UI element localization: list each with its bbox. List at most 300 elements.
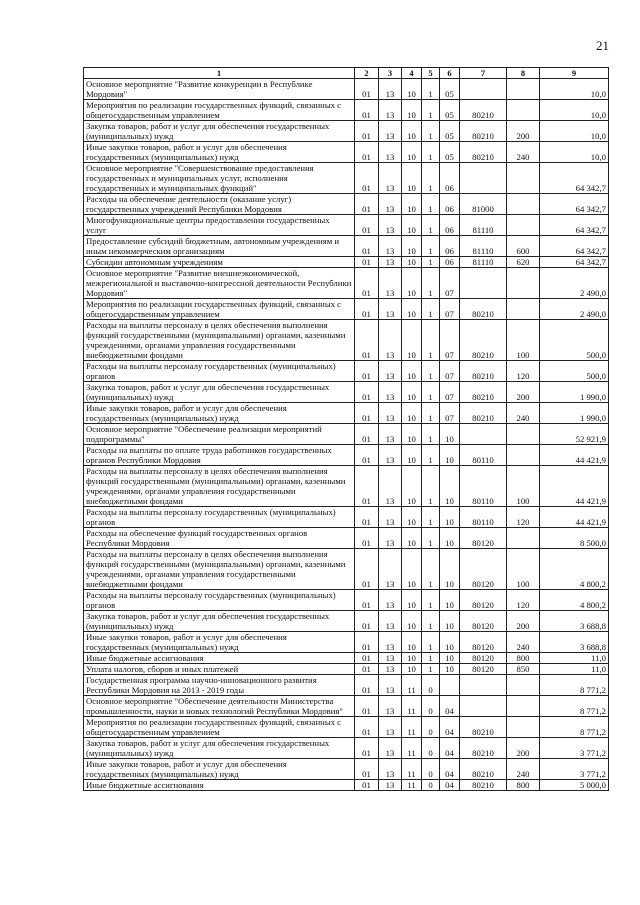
budget-table (83, 67, 609, 791)
column-header: 6 (440, 68, 460, 79)
program-code: 10 (402, 403, 422, 424)
section-code: 01 (355, 675, 379, 696)
section-code: 01 (355, 361, 379, 382)
event-code: 06 (440, 215, 460, 236)
subprogram-code: 1 (422, 382, 440, 403)
amount: 44 421,9 (540, 466, 609, 507)
row-name: Иные закупки товаров, работ и услуг для обеспечения государственных (муниципальных) нужд (84, 142, 355, 163)
section-code: 01 (355, 611, 379, 632)
subprogram-code: 0 (422, 780, 440, 791)
event-code: 04 (440, 696, 460, 717)
program-code: 10 (402, 163, 422, 194)
section-code: 01 (355, 780, 379, 791)
amount: 2 490,0 (540, 268, 609, 299)
section-code: 01 (355, 507, 379, 528)
expense-type-code: 850 (507, 664, 540, 675)
subprogram-code: 1 (422, 194, 440, 215)
event-code: 10 (440, 664, 460, 675)
section-code: 01 (355, 215, 379, 236)
row-name: Расходы на выплаты персоналу государственных (муниципальных) органов (84, 590, 355, 611)
expense-type-code: 600 (507, 236, 540, 257)
row-name: Мероприятия по реализации государственных функций, связанных с общегосударственным управлением (84, 100, 355, 121)
table-row (84, 611, 609, 632)
event-code: 10 (440, 528, 460, 549)
row-name: Мероприятия по реализации государственных функций, связанных с общегосударственным управлением (84, 717, 355, 738)
direction-code: 80210 (460, 780, 507, 791)
amount: 11,0 (540, 664, 609, 675)
program-code: 10 (402, 664, 422, 675)
expense-type-code: 120 (507, 590, 540, 611)
section-code: 01 (355, 717, 379, 738)
program-code: 10 (402, 632, 422, 653)
table-row (84, 466, 609, 507)
amount: 3 771,2 (540, 738, 609, 759)
section-code: 01 (355, 257, 379, 268)
event-code: 10 (440, 445, 460, 466)
event-code: 04 (440, 717, 460, 738)
row-name: Иные закупки товаров, работ и услуг для обеспечения государственных (муниципальных) нужд (84, 632, 355, 653)
subsection-code: 13 (379, 653, 402, 664)
subsection-code: 13 (379, 696, 402, 717)
subprogram-code: 1 (422, 653, 440, 664)
expense-type-code: 800 (507, 780, 540, 791)
expense-type-code: 200 (507, 738, 540, 759)
amount: 500,0 (540, 320, 609, 361)
subsection-code: 13 (379, 611, 402, 632)
direction-code: 80210 (460, 403, 507, 424)
subsection-code: 13 (379, 632, 402, 653)
program-code: 11 (402, 696, 422, 717)
section-code: 01 (355, 549, 379, 590)
amount: 3 688,8 (540, 632, 609, 653)
direction-code: 80210 (460, 361, 507, 382)
direction-code: 80210 (460, 738, 507, 759)
subprogram-code: 1 (422, 466, 440, 507)
program-code: 10 (402, 445, 422, 466)
program-code: 10 (402, 590, 422, 611)
event-code: 05 (440, 79, 460, 100)
subprogram-code: 0 (422, 696, 440, 717)
subsection-code: 13 (379, 268, 402, 299)
subprogram-code: 1 (422, 611, 440, 632)
row-name: Иные бюджетные ассигнования (84, 653, 355, 664)
table-row (84, 696, 609, 717)
table-row (84, 424, 609, 445)
page-number: 21 (596, 38, 609, 53)
event-code: 10 (440, 653, 460, 664)
section-code: 01 (355, 632, 379, 653)
expense-type-code (507, 100, 540, 121)
column-header: 8 (507, 68, 540, 79)
event-code: 06 (440, 194, 460, 215)
subprogram-code: 1 (422, 299, 440, 320)
amount: 11,0 (540, 653, 609, 664)
table-row (84, 590, 609, 611)
subprogram-code: 1 (422, 320, 440, 361)
row-name: Расходы на выплаты персоналу в целях обеспечения выполнения функций государственными (муниципальными) органами, казенными учреждениями, органами управления государственными внебюджетными фондами (84, 320, 355, 361)
table-row (84, 215, 609, 236)
row-name: Закупка товаров, работ и услуг для обеспечения государственных (муниципальных) нужд (84, 382, 355, 403)
table-row (84, 664, 609, 675)
amount: 3 771,2 (540, 759, 609, 780)
subprogram-code: 1 (422, 215, 440, 236)
column-header: 9 (540, 68, 609, 79)
subsection-code: 13 (379, 664, 402, 675)
column-header: 4 (402, 68, 422, 79)
table-row (84, 445, 609, 466)
amount: 5 000,0 (540, 780, 609, 791)
event-code (440, 675, 460, 696)
row-name: Закупка товаров, работ и услуг для обеспечения государственных (муниципальных) нужд (84, 121, 355, 142)
event-code: 04 (440, 780, 460, 791)
program-code: 10 (402, 528, 422, 549)
table-row (84, 549, 609, 590)
direction-code: 80210 (460, 142, 507, 163)
subsection-code: 13 (379, 759, 402, 780)
table-row (84, 507, 609, 528)
program-code: 10 (402, 79, 422, 100)
direction-code (460, 675, 507, 696)
section-code: 01 (355, 738, 379, 759)
event-code: 05 (440, 121, 460, 142)
subsection-code: 13 (379, 142, 402, 163)
subprogram-code: 1 (422, 424, 440, 445)
direction-code: 80110 (460, 466, 507, 507)
row-name: Расходы на выплаты по оплате труда работников государственных органов Республики Мордовия (84, 445, 355, 466)
direction-code: 80120 (460, 611, 507, 632)
program-code: 11 (402, 738, 422, 759)
direction-code: 80210 (460, 121, 507, 142)
expense-type-code: 200 (507, 121, 540, 142)
program-code: 10 (402, 236, 422, 257)
program-code: 10 (402, 257, 422, 268)
amount: 8 771,2 (540, 696, 609, 717)
expense-type-code (507, 215, 540, 236)
column-header: 3 (379, 68, 402, 79)
direction-code: 80210 (460, 717, 507, 738)
direction-code: 81110 (460, 215, 507, 236)
row-name: Основное мероприятие "Развитие конкуренции в Республике Мордовия" (84, 79, 355, 100)
direction-code: 80120 (460, 664, 507, 675)
direction-code: 80210 (460, 299, 507, 320)
subprogram-code: 1 (422, 100, 440, 121)
section-code: 01 (355, 100, 379, 121)
subsection-code: 13 (379, 445, 402, 466)
row-name: Уплата налогов, сборов и иных платежей (84, 664, 355, 675)
expense-type-code (507, 424, 540, 445)
section-code: 01 (355, 664, 379, 675)
table-row (84, 738, 609, 759)
event-code: 10 (440, 424, 460, 445)
amount: 8 771,2 (540, 717, 609, 738)
direction-code: 80110 (460, 445, 507, 466)
subsection-code: 13 (379, 361, 402, 382)
subprogram-code: 1 (422, 528, 440, 549)
column-header: 5 (422, 68, 440, 79)
table-row (84, 163, 609, 194)
event-code: 10 (440, 611, 460, 632)
subsection-code: 13 (379, 590, 402, 611)
subsection-code: 13 (379, 466, 402, 507)
program-code: 10 (402, 268, 422, 299)
subprogram-code: 0 (422, 738, 440, 759)
subsection-code: 13 (379, 528, 402, 549)
row-name: Иные бюджетные ассигнования (84, 780, 355, 791)
subprogram-code: 1 (422, 664, 440, 675)
direction-code: 81110 (460, 257, 507, 268)
section-code: 01 (355, 528, 379, 549)
subprogram-code: 1 (422, 121, 440, 142)
subprogram-code: 1 (422, 142, 440, 163)
table-row (84, 403, 609, 424)
amount: 10,0 (540, 121, 609, 142)
amount: 64 342,7 (540, 163, 609, 194)
event-code: 06 (440, 257, 460, 268)
event-code: 07 (440, 382, 460, 403)
event-code: 06 (440, 163, 460, 194)
program-code: 10 (402, 507, 422, 528)
program-code: 10 (402, 299, 422, 320)
row-name: Расходы на выплаты персоналу в целях обеспечения выполнения функций государственными (муниципальными) органами, казенными учреждениями, органами управления государственными внебюджетными фондами (84, 549, 355, 590)
direction-code (460, 79, 507, 100)
subprogram-code: 1 (422, 268, 440, 299)
event-code: 07 (440, 299, 460, 320)
amount: 10,0 (540, 100, 609, 121)
section-code: 01 (355, 163, 379, 194)
row-name: Расходы на выплаты персоналу государственных (муниципальных) органов (84, 361, 355, 382)
direction-code: 80210 (460, 382, 507, 403)
table-row (84, 79, 609, 100)
subprogram-code: 1 (422, 403, 440, 424)
program-code: 10 (402, 611, 422, 632)
program-code: 10 (402, 424, 422, 445)
event-code: 07 (440, 361, 460, 382)
expense-type-code (507, 528, 540, 549)
section-code: 01 (355, 142, 379, 163)
subprogram-code: 1 (422, 549, 440, 590)
program-code: 10 (402, 466, 422, 507)
amount: 8 771,2 (540, 675, 609, 696)
column-header: 7 (460, 68, 507, 79)
program-code: 10 (402, 194, 422, 215)
subsection-code: 13 (379, 382, 402, 403)
subsection-code: 13 (379, 549, 402, 590)
section-code: 01 (355, 320, 379, 361)
amount: 44 421,9 (540, 445, 609, 466)
section-code: 01 (355, 79, 379, 100)
table-row (84, 780, 609, 791)
table-row (84, 320, 609, 361)
expense-type-code (507, 717, 540, 738)
table-row (84, 675, 609, 696)
direction-code: 80120 (460, 653, 507, 664)
subprogram-code: 0 (422, 717, 440, 738)
direction-code: 81000 (460, 194, 507, 215)
header-row (84, 68, 609, 79)
program-code: 10 (402, 121, 422, 142)
column-header: 1 (84, 68, 355, 79)
table-row (84, 717, 609, 738)
subprogram-code: 1 (422, 445, 440, 466)
subprogram-code: 1 (422, 590, 440, 611)
event-code: 04 (440, 759, 460, 780)
section-code: 01 (355, 299, 379, 320)
subsection-code: 13 (379, 780, 402, 791)
expense-type-code (507, 696, 540, 717)
direction-code: 81110 (460, 236, 507, 257)
subsection-code: 13 (379, 236, 402, 257)
subsection-code: 13 (379, 403, 402, 424)
section-code: 01 (355, 403, 379, 424)
expense-type-code: 800 (507, 653, 540, 664)
table-row (84, 268, 609, 299)
subsection-code: 13 (379, 299, 402, 320)
direction-code: 80120 (460, 549, 507, 590)
amount: 1 990,0 (540, 403, 609, 424)
subsection-code: 13 (379, 100, 402, 121)
amount: 64 342,7 (540, 257, 609, 268)
direction-code (460, 268, 507, 299)
table-row (84, 653, 609, 664)
direction-code: 80210 (460, 320, 507, 361)
subsection-code: 13 (379, 717, 402, 738)
table-row (84, 142, 609, 163)
program-code: 10 (402, 361, 422, 382)
program-code: 10 (402, 549, 422, 590)
subsection-code: 13 (379, 738, 402, 759)
table-row (84, 299, 609, 320)
section-code: 01 (355, 424, 379, 445)
section-code: 01 (355, 194, 379, 215)
amount: 44 421,9 (540, 507, 609, 528)
expense-type-code (507, 675, 540, 696)
table-row (84, 236, 609, 257)
section-code: 01 (355, 466, 379, 507)
section-code: 01 (355, 759, 379, 780)
subsection-code: 13 (379, 121, 402, 142)
table-row (84, 121, 609, 142)
subprogram-code: 1 (422, 361, 440, 382)
program-code: 10 (402, 100, 422, 121)
direction-code: 80120 (460, 590, 507, 611)
program-code: 10 (402, 142, 422, 163)
amount: 10,0 (540, 142, 609, 163)
row-name: Основное мероприятие "Обеспечение деятельности Министерства промышленности, науки и новых технологий Республики Мордовия" (84, 696, 355, 717)
event-code: 04 (440, 738, 460, 759)
amount: 64 342,7 (540, 194, 609, 215)
event-code: 10 (440, 507, 460, 528)
expense-type-code (507, 445, 540, 466)
event-code: 10 (440, 466, 460, 507)
amount: 2 490,0 (540, 299, 609, 320)
subsection-code: 13 (379, 675, 402, 696)
subprogram-code: 1 (422, 163, 440, 194)
expense-type-code: 620 (507, 257, 540, 268)
direction-code (460, 696, 507, 717)
expense-type-code: 120 (507, 507, 540, 528)
row-name: Мероприятия по реализации государственных функций, связанных с общегосударственным управлением (84, 299, 355, 320)
section-code: 01 (355, 590, 379, 611)
subsection-code: 13 (379, 424, 402, 445)
expense-type-code: 200 (507, 382, 540, 403)
expense-type-code: 100 (507, 466, 540, 507)
expense-type-code: 200 (507, 611, 540, 632)
table-body (84, 79, 609, 791)
row-name: Основное мероприятие "Развитие внешнеэкономической, межрегиональной и выставочно-конгрессной деятельности Республики Мордовия" (84, 268, 355, 299)
subprogram-code: 1 (422, 507, 440, 528)
expense-type-code (507, 268, 540, 299)
row-name: Расходы на обеспечение функций государственных органов Республики Мордовия (84, 528, 355, 549)
row-name: Государственная программа научно-инновационного развития Республики Мордовия на 2013 - 2019 годы (84, 675, 355, 696)
row-name: Расходы на выплаты персоналу в целях обеспечения выполнения функций государственными (муниципальными) органами, казенными учреждениями, органами управления государственными внебюджетными фондами (84, 466, 355, 507)
expense-type-code: 120 (507, 361, 540, 382)
subsection-code: 13 (379, 507, 402, 528)
event-code: 10 (440, 590, 460, 611)
row-name: Расходы на выплаты персоналу государственных (муниципальных) органов (84, 507, 355, 528)
section-code: 01 (355, 445, 379, 466)
table-row (84, 257, 609, 268)
subsection-code: 13 (379, 320, 402, 361)
row-name: Субсидии автономным учреждениям (84, 257, 355, 268)
section-code: 01 (355, 696, 379, 717)
subsection-code: 13 (379, 215, 402, 236)
direction-code: 80120 (460, 528, 507, 549)
amount: 1 990,0 (540, 382, 609, 403)
row-name: Основное мероприятие "Совершенствование предоставления государственных и муниципальных услуг, исполнения государственных и муниципальных функций" (84, 163, 355, 194)
subsection-code: 13 (379, 257, 402, 268)
section-code: 01 (355, 121, 379, 142)
subsection-code: 13 (379, 163, 402, 194)
program-code: 10 (402, 215, 422, 236)
row-name: Многофункциональные центры предоставления государственных услуг (84, 215, 355, 236)
expense-type-code (507, 79, 540, 100)
event-code: 07 (440, 403, 460, 424)
expense-type-code: 100 (507, 320, 540, 361)
amount: 4 800,2 (540, 590, 609, 611)
direction-code: 80120 (460, 632, 507, 653)
expense-type-code: 240 (507, 759, 540, 780)
amount: 64 342,7 (540, 236, 609, 257)
row-name: Расходы на обеспечение деятельности (оказание услуг) государственных учреждений Республики Мордовия (84, 194, 355, 215)
expense-type-code (507, 194, 540, 215)
program-code: 11 (402, 675, 422, 696)
table-row (84, 632, 609, 653)
amount: 10,0 (540, 79, 609, 100)
table-row (84, 194, 609, 215)
direction-code: 80210 (460, 100, 507, 121)
subsection-code: 13 (379, 79, 402, 100)
expense-type-code: 100 (507, 549, 540, 590)
section-code: 01 (355, 382, 379, 403)
amount: 52 921,9 (540, 424, 609, 445)
row-name: Иные закупки товаров, работ и услуг для обеспечения государственных (муниципальных) нужд (84, 403, 355, 424)
section-code: 01 (355, 236, 379, 257)
amount: 64 342,7 (540, 215, 609, 236)
row-name: Основное мероприятие "Обеспечение реализации мероприятий подпрограммы" (84, 424, 355, 445)
table-row (84, 382, 609, 403)
expense-type-code (507, 163, 540, 194)
program-code: 11 (402, 717, 422, 738)
row-name: Иные закупки товаров, работ и услуг для обеспечения государственных (муниципальных) нужд (84, 759, 355, 780)
table-row (84, 528, 609, 549)
event-code: 06 (440, 236, 460, 257)
row-name: Предоставление субсидий бюджетным, автономным учреждениям и иным некоммерческим организациям (84, 236, 355, 257)
table-row (84, 759, 609, 780)
expense-type-code (507, 299, 540, 320)
subprogram-code: 1 (422, 257, 440, 268)
section-code: 01 (355, 653, 379, 664)
program-code: 10 (402, 320, 422, 361)
